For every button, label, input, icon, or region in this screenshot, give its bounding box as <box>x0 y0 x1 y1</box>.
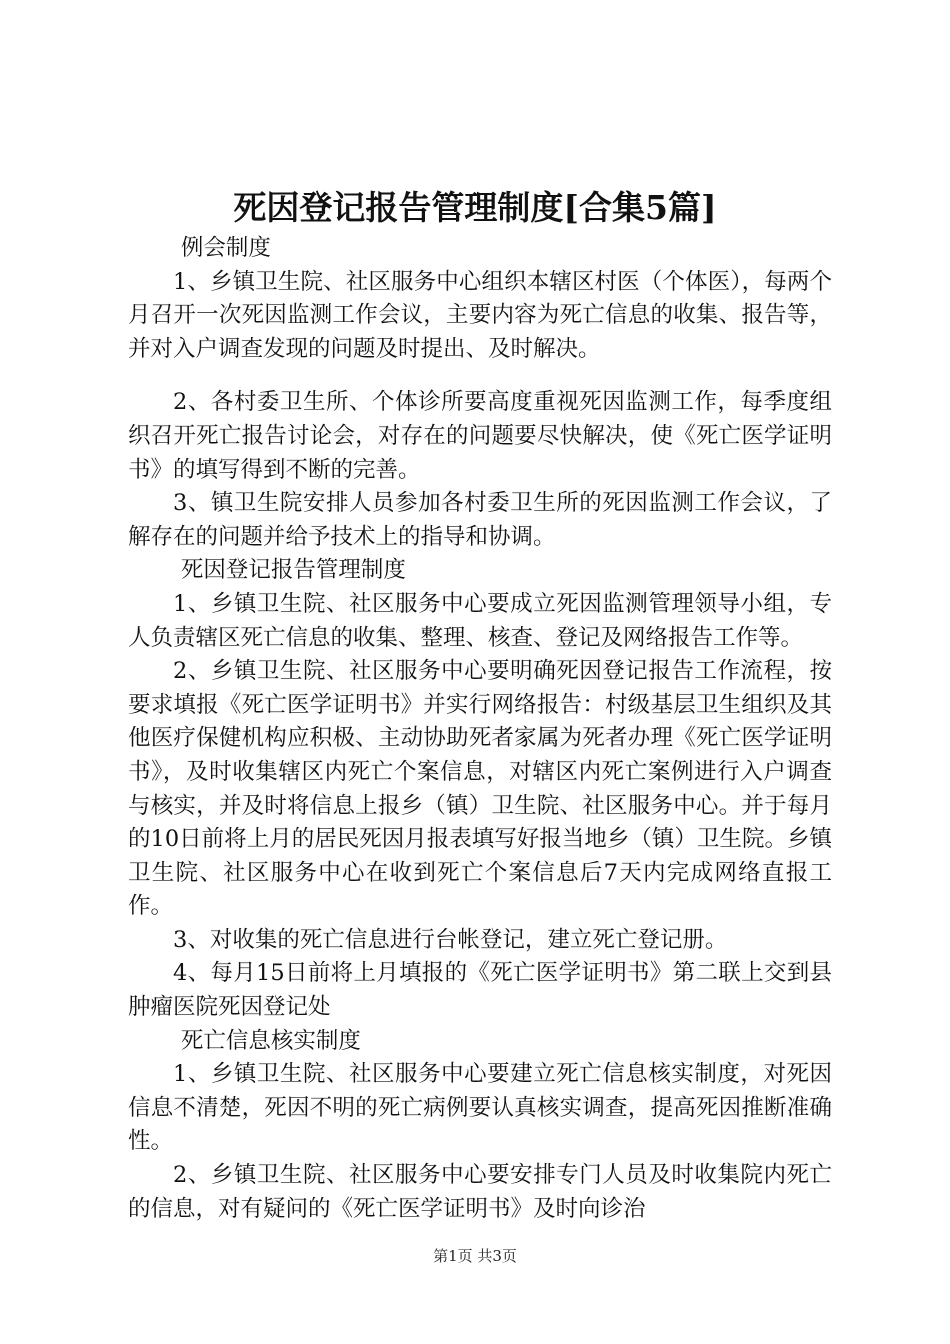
paragraph: 1、乡镇卫生院、社区服务中心要建立死亡信息核实制度，对死因信息不清楚，死因不明的死亡病例要认真核实调查，提高死因推断准确性。 <box>128 1061 832 1155</box>
paragraph: 2、各村委卫生所、个体诊所要高度重视死因监测工作，每季度组织召开死亡报告讨论会，对存在的问题要尽快解决，使《死亡医学证明书》的填写得到不断的完善。 <box>128 389 832 483</box>
paragraph: 1、乡镇卫生院、社区服务中心组织本辖区村医（个体医），每两个月召开一次死因监测工作会议，主要内容为死亡信息的收集、报告等，并对入户调查发现的问题及时提出、及时解决。 <box>128 268 832 362</box>
paragraph: 2、乡镇卫生院、社区服务中心要安排专门人员及时收集院内死亡的信息，对有疑问的《死亡医学证明书》及时向诊治 <box>128 1162 832 1222</box>
section-heading-registration: 死因登记报告管理制度 <box>180 557 406 584</box>
section-heading-meeting: 例会制度 <box>180 235 271 261</box>
paragraph: 3、对收集的死亡信息进行台帐登记，建立死亡登记册。 <box>173 926 728 953</box>
document-title: 死因登记报告管理制度[合集5篇] <box>233 188 717 227</box>
paragraph: 2、乡镇卫生院、社区服务中心要明确死因登记报告工作流程，按要求填报《死亡医学证明书》并实行网络报告：村级基层卫生组织及其他医疗保健机构应积极、主动协助死者家属为死者办理《死亡医学证明书》，及时收集辖区内死亡个案信息，对辖区内死亡案例进行入户调查与核实，并及时将信息上报乡（镇）卫生院、社区服务中心。并于每月的10日前将上月的居民死因月报表填写好报当地乡（镇）卫生院。乡镇卫生院、社区服务中心在收到死亡个案信息后7天内完成网络直报工作。 <box>128 658 832 920</box>
paragraph: 1、乡镇卫生院、社区服务中心要成立死因监测管理领导小组，专人负责辖区死亡信息的收集、整理、核查、登记及网络报告工作等。 <box>128 590 832 651</box>
paragraph: 3、镇卫生院安排人员参加各村委卫生所的死因监测工作会议，了解存在的问题并给予技术上的指导和协调。 <box>128 490 832 550</box>
paragraph: 4、每月15日前将上月填报的《死亡医学证明书》第二联上交到县肿瘤医院死因登记处 <box>128 960 832 1021</box>
page-footer: 第1页 共3页 <box>433 1247 517 1265</box>
section-heading-verification: 死亡信息核实制度 <box>180 1027 361 1054</box>
document-body <box>128 232 832 1226</box>
